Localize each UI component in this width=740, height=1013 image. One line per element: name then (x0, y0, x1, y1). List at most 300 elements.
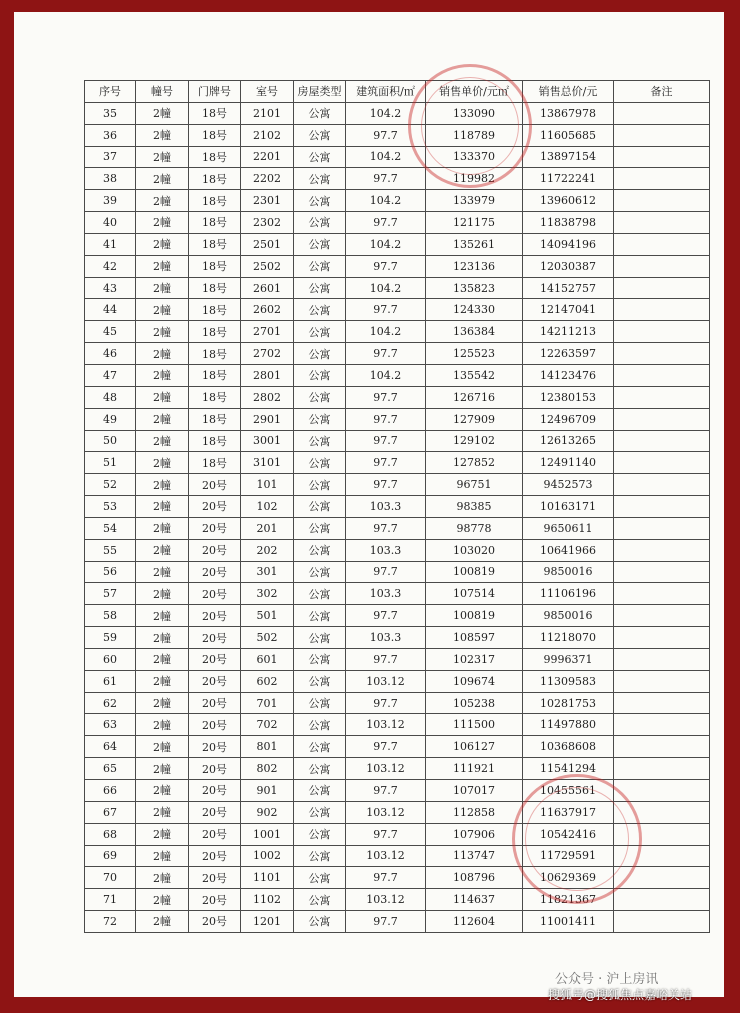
table-cell: 11106196 (523, 583, 614, 605)
table-cell: 2幢 (136, 648, 189, 670)
table-cell: 107017 (426, 780, 523, 802)
table-cell: 2幢 (136, 255, 189, 277)
table-cell: 公寓 (294, 583, 346, 605)
table-cell: 702 (241, 714, 294, 736)
table-cell: 136384 (426, 321, 523, 343)
table-cell: 18号 (189, 321, 241, 343)
table-cell: 103.12 (346, 801, 426, 823)
table-cell: 公寓 (294, 758, 346, 780)
table-cell: 公寓 (294, 867, 346, 889)
table-cell: 202 (241, 539, 294, 561)
table-cell (614, 102, 710, 124)
table-cell: 56 (85, 561, 136, 583)
table-cell: 97.7 (346, 736, 426, 758)
table-cell: 42 (85, 255, 136, 277)
table-cell: 2502 (241, 255, 294, 277)
table-cell: 2201 (241, 146, 294, 168)
table-cell (614, 780, 710, 802)
table-cell: 18号 (189, 255, 241, 277)
table-cell: 43 (85, 277, 136, 299)
table-cell: 104.2 (346, 146, 426, 168)
table-cell: 502 (241, 627, 294, 649)
table-cell: 12147041 (523, 299, 614, 321)
table-cell: 2幢 (136, 780, 189, 802)
table-cell: 103.12 (346, 845, 426, 867)
table-cell: 97.7 (346, 474, 426, 496)
table-cell: 1002 (241, 845, 294, 867)
table-row (85, 386, 710, 408)
table-cell: 公寓 (294, 889, 346, 911)
table-cell: 公寓 (294, 648, 346, 670)
table-cell: 109674 (426, 670, 523, 692)
table-cell (614, 321, 710, 343)
table-cell: 97.7 (346, 823, 426, 845)
table-cell: 102317 (426, 648, 523, 670)
table-cell: 97.7 (346, 911, 426, 933)
table-cell: 2幢 (136, 124, 189, 146)
table-cell: 2幢 (136, 583, 189, 605)
table-cell: 20号 (189, 517, 241, 539)
table-cell: 20号 (189, 605, 241, 627)
table-cell: 48 (85, 386, 136, 408)
table-cell: 10455561 (523, 780, 614, 802)
table-cell: 49 (85, 408, 136, 430)
table-cell: 2幢 (136, 736, 189, 758)
table-cell: 公寓 (294, 430, 346, 452)
table-cell: 97.7 (346, 386, 426, 408)
table-cell: 125523 (426, 343, 523, 365)
table-cell: 113747 (426, 845, 523, 867)
table-cell: 公寓 (294, 801, 346, 823)
table-cell: 106127 (426, 736, 523, 758)
table-cell: 14152757 (523, 277, 614, 299)
table-cell: 11605685 (523, 124, 614, 146)
table-cell: 35 (85, 102, 136, 124)
table-cell (614, 474, 710, 496)
table-cell: 801 (241, 736, 294, 758)
table-cell: 20号 (189, 736, 241, 758)
table-cell: 2幢 (136, 605, 189, 627)
table-cell: 55 (85, 539, 136, 561)
table-cell: 18号 (189, 364, 241, 386)
table-cell: 72 (85, 911, 136, 933)
table-cell: 2602 (241, 299, 294, 321)
table-row (85, 627, 710, 649)
table-cell: 公寓 (294, 168, 346, 190)
table-cell: 11001411 (523, 911, 614, 933)
table-cell: 2幢 (136, 233, 189, 255)
table-cell: 101 (241, 474, 294, 496)
table-cell: 67 (85, 801, 136, 823)
table-cell: 2幢 (136, 801, 189, 823)
column-header: 销售单价/元㎡ (426, 81, 523, 103)
table-cell: 301 (241, 561, 294, 583)
table-cell: 97.7 (346, 168, 426, 190)
table-cell: 20号 (189, 496, 241, 518)
table-cell: 12380153 (523, 386, 614, 408)
table-cell: 100819 (426, 605, 523, 627)
table-cell: 2幢 (136, 452, 189, 474)
table-cell: 57 (85, 583, 136, 605)
table-cell: 37 (85, 146, 136, 168)
table-cell (614, 364, 710, 386)
table-row (85, 714, 710, 736)
table-cell: 公寓 (294, 845, 346, 867)
table-cell: 69 (85, 845, 136, 867)
public-account-watermark: 公众号 · 沪上房讯 (555, 972, 659, 987)
table-cell: 公寓 (294, 386, 346, 408)
table-cell: 65 (85, 758, 136, 780)
table-cell: 20号 (189, 474, 241, 496)
table-cell (614, 823, 710, 845)
table-row (85, 845, 710, 867)
table-row (85, 321, 710, 343)
table-cell: 70 (85, 867, 136, 889)
table-cell: 10281753 (523, 692, 614, 714)
table-cell: 20号 (189, 845, 241, 867)
table-cell: 2幢 (136, 299, 189, 321)
table-cell: 18号 (189, 430, 241, 452)
table-cell: 公寓 (294, 692, 346, 714)
table-cell: 10368608 (523, 736, 614, 758)
table-cell (614, 714, 710, 736)
table-cell: 41 (85, 233, 136, 255)
table-cell: 68 (85, 823, 136, 845)
table-cell: 20号 (189, 692, 241, 714)
table-cell: 18号 (189, 190, 241, 212)
table-row (85, 146, 710, 168)
table-cell: 2302 (241, 212, 294, 234)
table-cell (614, 867, 710, 889)
table-cell: 107514 (426, 583, 523, 605)
table-cell (614, 627, 710, 649)
table-cell: 2幢 (136, 430, 189, 452)
table-row (85, 823, 710, 845)
table-row (85, 780, 710, 802)
table-cell: 20号 (189, 670, 241, 692)
table-row (85, 889, 710, 911)
table-cell: 127909 (426, 408, 523, 430)
table-row (85, 255, 710, 277)
sohu-watermark: 搜狐号@搜狐焦点嘉峪关站 (548, 988, 693, 1002)
table-cell: 20号 (189, 867, 241, 889)
table-cell (614, 692, 710, 714)
table-cell: 20号 (189, 780, 241, 802)
table-cell: 公寓 (294, 670, 346, 692)
table-cell: 公寓 (294, 452, 346, 474)
table-cell: 20号 (189, 823, 241, 845)
table-cell: 64 (85, 736, 136, 758)
table-cell: 103.12 (346, 670, 426, 692)
table-cell: 2802 (241, 386, 294, 408)
table-cell (614, 212, 710, 234)
table-cell: 2901 (241, 408, 294, 430)
table-cell: 97.7 (346, 212, 426, 234)
table-cell: 14211213 (523, 321, 614, 343)
table-cell: 12263597 (523, 343, 614, 365)
table-row (85, 867, 710, 889)
table-cell: 18号 (189, 408, 241, 430)
table-cell: 2幢 (136, 168, 189, 190)
table-cell: 107906 (426, 823, 523, 845)
table-cell: 10542416 (523, 823, 614, 845)
table-cell: 2幢 (136, 845, 189, 867)
table-cell (614, 233, 710, 255)
table-cell: 20号 (189, 714, 241, 736)
table-cell: 2幢 (136, 627, 189, 649)
table-row (85, 190, 710, 212)
table-cell: 10629369 (523, 867, 614, 889)
table-row (85, 670, 710, 692)
table-cell: 129102 (426, 430, 523, 452)
table-cell: 2幢 (136, 364, 189, 386)
table-cell: 公寓 (294, 102, 346, 124)
table-cell: 97.7 (346, 561, 426, 583)
table-row (85, 801, 710, 823)
table-cell: 97.7 (346, 124, 426, 146)
table-cell: 2幢 (136, 867, 189, 889)
table-cell: 105238 (426, 692, 523, 714)
table-cell: 71 (85, 889, 136, 911)
table-cell: 97.7 (346, 648, 426, 670)
table-cell: 2501 (241, 233, 294, 255)
table-cell: 9650611 (523, 517, 614, 539)
table-cell: 公寓 (294, 255, 346, 277)
table-cell: 2幢 (136, 539, 189, 561)
table-cell: 97.7 (346, 692, 426, 714)
table-cell: 100819 (426, 561, 523, 583)
table-cell: 133979 (426, 190, 523, 212)
table-cell: 公寓 (294, 780, 346, 802)
table-cell: 公寓 (294, 233, 346, 255)
table-cell: 20号 (189, 627, 241, 649)
table-cell: 501 (241, 605, 294, 627)
table-row (85, 539, 710, 561)
table-cell: 40 (85, 212, 136, 234)
table-cell: 118789 (426, 124, 523, 146)
table-cell: 2102 (241, 124, 294, 146)
table-cell (614, 496, 710, 518)
table-cell: 108597 (426, 627, 523, 649)
column-header: 销售总价/元 (523, 81, 614, 103)
table-row (85, 692, 710, 714)
table-cell: 20号 (189, 758, 241, 780)
table-cell: 60 (85, 648, 136, 670)
table-cell: 公寓 (294, 343, 346, 365)
table-cell: 公寓 (294, 736, 346, 758)
table-cell (614, 736, 710, 758)
column-header: 幢号 (136, 81, 189, 103)
table-cell: 公寓 (294, 561, 346, 583)
table-cell: 111500 (426, 714, 523, 736)
table-cell (614, 583, 710, 605)
table-cell: 97.7 (346, 255, 426, 277)
table-cell: 126716 (426, 386, 523, 408)
table-cell: 54 (85, 517, 136, 539)
table-cell: 公寓 (294, 539, 346, 561)
table-cell: 104.2 (346, 364, 426, 386)
table-cell: 9452573 (523, 474, 614, 496)
table-cell: 1001 (241, 823, 294, 845)
table-cell: 103.12 (346, 758, 426, 780)
table-cell: 59 (85, 627, 136, 649)
table-cell: 公寓 (294, 321, 346, 343)
table-cell: 11722241 (523, 168, 614, 190)
table-cell: 20号 (189, 539, 241, 561)
table-cell: 97.7 (346, 430, 426, 452)
table-cell: 112858 (426, 801, 523, 823)
table-cell: 12496709 (523, 408, 614, 430)
table-cell: 11821367 (523, 889, 614, 911)
table-cell: 2702 (241, 343, 294, 365)
table-cell: 公寓 (294, 474, 346, 496)
table-cell: 18号 (189, 386, 241, 408)
table-cell: 2幢 (136, 343, 189, 365)
table-cell: 公寓 (294, 714, 346, 736)
column-header: 备注 (614, 81, 710, 103)
table-cell: 104.2 (346, 190, 426, 212)
table-cell: 20号 (189, 801, 241, 823)
table-cell: 13897154 (523, 146, 614, 168)
table-cell: 103.3 (346, 539, 426, 561)
table-cell: 13867978 (523, 102, 614, 124)
table-cell: 20号 (189, 583, 241, 605)
table-cell: 123136 (426, 255, 523, 277)
column-header: 室号 (241, 81, 294, 103)
table-cell: 38 (85, 168, 136, 190)
table-cell: 18号 (189, 168, 241, 190)
table-cell: 66 (85, 780, 136, 802)
table-cell: 14094196 (523, 233, 614, 255)
table-row (85, 496, 710, 518)
table-cell: 104.2 (346, 233, 426, 255)
table-cell: 20号 (189, 648, 241, 670)
column-header: 序号 (85, 81, 136, 103)
table-cell: 39 (85, 190, 136, 212)
table-cell: 47 (85, 364, 136, 386)
table-row (85, 911, 710, 933)
table-row (85, 124, 710, 146)
table-cell: 公寓 (294, 496, 346, 518)
table-cell: 12030387 (523, 255, 614, 277)
table-cell: 1101 (241, 867, 294, 889)
table-cell: 108796 (426, 867, 523, 889)
table-cell: 1102 (241, 889, 294, 911)
table-cell (614, 911, 710, 933)
table-cell: 135261 (426, 233, 523, 255)
table-cell: 61 (85, 670, 136, 692)
table-cell (614, 605, 710, 627)
table-cell: 601 (241, 648, 294, 670)
table-row (85, 648, 710, 670)
table-row (85, 561, 710, 583)
column-header: 门牌号 (189, 81, 241, 103)
table-cell: 53 (85, 496, 136, 518)
table-cell: 46 (85, 343, 136, 365)
table-cell: 97.7 (346, 867, 426, 889)
table-cell: 50 (85, 430, 136, 452)
table-cell: 2幢 (136, 714, 189, 736)
table-cell: 97.7 (346, 517, 426, 539)
table-row (85, 758, 710, 780)
table-cell: 20号 (189, 561, 241, 583)
table-cell: 124330 (426, 299, 523, 321)
table-cell: 2幢 (136, 692, 189, 714)
table-cell: 10641966 (523, 539, 614, 561)
table-cell (614, 277, 710, 299)
table-cell (614, 801, 710, 823)
table-cell: 133090 (426, 102, 523, 124)
table-cell (614, 124, 710, 146)
table-cell: 802 (241, 758, 294, 780)
table-cell: 公寓 (294, 190, 346, 212)
table-cell (614, 517, 710, 539)
table-row (85, 212, 710, 234)
table-cell: 2幢 (136, 146, 189, 168)
table-cell: 10163171 (523, 496, 614, 518)
table-cell: 9850016 (523, 605, 614, 627)
table-cell: 96751 (426, 474, 523, 496)
table-cell: 11729591 (523, 845, 614, 867)
table-cell: 2幢 (136, 321, 189, 343)
table-cell: 127852 (426, 452, 523, 474)
table-row (85, 277, 710, 299)
table-cell: 97.7 (346, 452, 426, 474)
table-cell: 14123476 (523, 364, 614, 386)
table-cell: 63 (85, 714, 136, 736)
table-cell (614, 146, 710, 168)
table-cell: 104.2 (346, 321, 426, 343)
table-cell: 2幢 (136, 212, 189, 234)
table-cell: 公寓 (294, 277, 346, 299)
table-cell: 2701 (241, 321, 294, 343)
table-cell: 2101 (241, 102, 294, 124)
table-cell: 97.7 (346, 343, 426, 365)
table-cell: 12613265 (523, 430, 614, 452)
table-cell: 20号 (189, 889, 241, 911)
table-cell: 18号 (189, 299, 241, 321)
table-cell: 公寓 (294, 146, 346, 168)
table-cell: 103.12 (346, 714, 426, 736)
table-cell: 2幢 (136, 561, 189, 583)
table-cell: 12491140 (523, 452, 614, 474)
table-cell: 133370 (426, 146, 523, 168)
table-cell (614, 255, 710, 277)
table-row (85, 430, 710, 452)
table-cell: 97.7 (346, 605, 426, 627)
table-cell: 9996371 (523, 648, 614, 670)
table-row (85, 299, 710, 321)
table-cell: 11637917 (523, 801, 614, 823)
table-cell: 公寓 (294, 364, 346, 386)
table-cell (614, 758, 710, 780)
table-row (85, 408, 710, 430)
table-cell (614, 648, 710, 670)
table-cell (614, 386, 710, 408)
table-cell: 103.3 (346, 627, 426, 649)
table-cell: 公寓 (294, 124, 346, 146)
table-cell (614, 430, 710, 452)
table-row (85, 583, 710, 605)
table-cell: 58 (85, 605, 136, 627)
table-cell: 公寓 (294, 408, 346, 430)
table-cell: 201 (241, 517, 294, 539)
table-cell (614, 408, 710, 430)
table-row (85, 474, 710, 496)
table-cell: 2幢 (136, 911, 189, 933)
table-cell (614, 168, 710, 190)
table-cell: 2幢 (136, 517, 189, 539)
